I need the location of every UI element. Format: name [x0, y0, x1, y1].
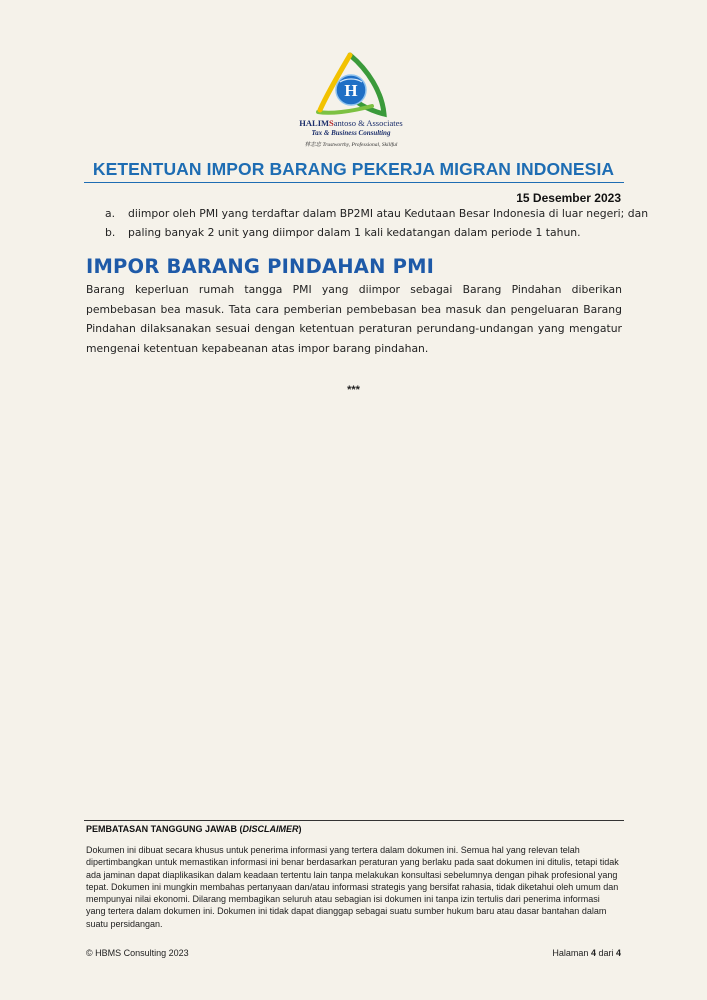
logo-tagline: 林志忠 Trustworthy, Professional, Skillful — [304, 142, 398, 148]
disclaimer-title: PEMBATASAN TANGGUNG JAWAB (DISCLAIMER) — [86, 824, 302, 834]
title-divider — [84, 182, 624, 183]
list-item-text: paling banyak 2 unit yang diimpor dalam 1 kali kedatangan dalam periode 1 tahun. — [128, 226, 581, 239]
page-number: Halaman 4 dari 4 — [552, 948, 621, 958]
section-heading: IMPOR BARANG PINDAHAN PMI — [86, 255, 435, 278]
footer-copyright: © HBMS Consulting 2023 — [86, 948, 189, 958]
logo-wordmark: HALIMSantoso & Associates — [299, 118, 403, 128]
disclaimer-body: Dokumen ini dibuat secara khusus untuk penerima informasi yang tertera dalam dokumen ini. Semua hal yang relevan telah dipertimbangkan untuk memastikan informasi ini benar berdasarkan peraturan yang berlaku pada saat dokumen ini ditulis, tetapi tidak ada jaminan dapat diaplikasikan dalam keadaan tertentu lain tanpa melakukan konsultasi sebelumnya dengan pihak profesional yang tepat. Dokumen ini mungkin membahas pertanyaan dan/atau informasi strategis yang bersifat rahasia, tidak diketahui oleh umum dan mempunyai nilai ekonomi. Dilarang membagikan seluruh atau sebagian isi dokumen ini tanpa izin tertulis dari penerima informasi yang tertera dalam dokumen ini. Dokumen ini tidak dapat dianggap sebagai suatu sumber hukum baru atau dasar bantahan dalam suatu persidangan. — [86, 845, 619, 929]
list-marker: b. — [105, 226, 116, 239]
list-marker: a. — [105, 207, 116, 220]
list-item — [84, 206, 649, 225]
svg-text:H: H — [344, 81, 358, 100]
company-logo — [286, 52, 416, 152]
requirements-list — [84, 206, 649, 244]
company-logo-mark — [310, 52, 390, 122]
section-paragraph: Barang keperluan rumah tangga PMI yang diimpor sebagai Barang Pindahan diberikan pembebasan bea masuk. Tata cara pemberian pembebasan bea masuk dan pengeluaran Barang Pindahan dilaksanakan sesuai dengan ketentuan peraturan perundang-undangan yang mengatur mengenai ketentuan kepabeanan atas impor barang pindahan. — [86, 283, 622, 355]
list-item — [84, 225, 624, 244]
disclaimer-divider — [84, 820, 624, 821]
list-item-text: diimpor oleh PMI yang terdaftar dalam BP2MI atau Kedutaan Besar Indonesia di luar negeri; dan — [128, 207, 649, 220]
section-separator: *** — [347, 384, 360, 396]
document-date: 15 Desember 2023 — [516, 191, 621, 205]
logo-subtitle: Tax & Business Consulting — [311, 129, 391, 137]
document-title: KETENTUAN IMPOR BARANG PEKERJA MIGRAN INDONESIA — [92, 159, 615, 179]
